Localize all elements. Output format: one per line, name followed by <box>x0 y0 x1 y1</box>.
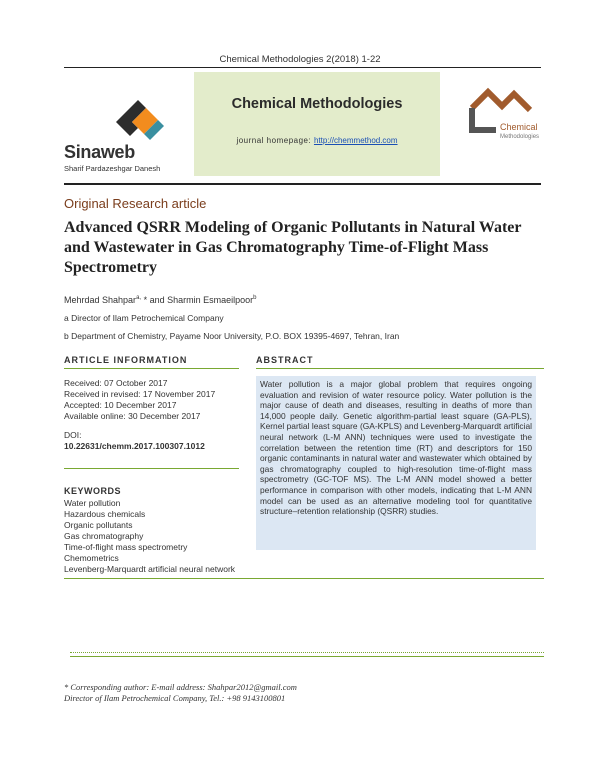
article-type: Original Research article <box>64 196 207 211</box>
revised-date: Received in revised: 17 November 2017 <box>64 389 216 399</box>
doi-value[interactable]: 10.22631/chemm.2017.100307.1012 <box>64 441 205 451</box>
keywords-heading: KEYWORDS <box>64 486 122 496</box>
article-info-rule <box>64 368 239 369</box>
sinaweb-logo-mark <box>108 92 170 144</box>
header-rule-bottom <box>64 183 541 185</box>
article-info <box>64 378 239 452</box>
affiliation-b: b Department of Chemistry, Payame Noor University, P.O. BOX 19395-4697, Tehran, Iran <box>64 331 400 341</box>
keyword-item: Chemometrics <box>64 553 119 563</box>
journal-banner <box>194 72 440 176</box>
abstract-box <box>256 376 536 550</box>
running-header: Chemical Methodologies 2(2018) 1-22 <box>219 54 381 65</box>
abstract-heading: ABSTRACT <box>256 355 314 365</box>
content-end-rule <box>64 578 544 579</box>
publisher-subtitle: Sharif Pardazeshgar Danesh <box>64 164 161 173</box>
authors <box>64 295 256 305</box>
keyword-item: Hazardous chemicals <box>64 509 146 519</box>
header-rule-top <box>64 67 541 68</box>
article-info-heading: ARTICLE INFORMATION <box>64 355 188 365</box>
journal-homepage <box>194 136 440 145</box>
author-1-affil: a, <box>136 295 142 301</box>
author-2: * and Sharmin Esmaeilpoor <box>141 295 254 305</box>
keyword-item: Organic pollutants <box>64 520 133 530</box>
footnote-separator <box>70 652 544 653</box>
article-title: Advanced QSRR Modeling of Organic Pollutants in Natural Water and Wastewater in Gas Chromatography Time-of-Flight Mass Spectrometry <box>64 219 522 276</box>
publisher-name: Sinaweb <box>64 142 135 162</box>
footnote-line-2: Director of Ilam Petrochemical Company, Tel.: +98 9143100801 <box>64 693 286 703</box>
keyword-item: Time-of-flight mass spectrometry <box>64 542 188 552</box>
abstract-text: Water pollution is a major global problem that requires ongoing evaluation and revision of water resource policy. Water pollution is the major cause of death and diseases, resulting in deaths of more than 14,000 people daily. Genetic algorithm-partial least square (GA-PLS), Kernel partial least square (GA-KPLS) and Levenberg-Marquardt artificial neural network (L-M ANN) techniques were used to investigate the correlation between the retention time (RT) and descriptors for 150 organic contaminants in natural water and wastewater which obtained by gas chromatography coupled to high-resolution time-of-flight mass spectrometry (GC-TOF MS). The L-M ANN model showed a better performance in comparison with other models, indicating that L-M ANN model can be used as an alternative modeling tool for quantitative structure–retention relationship (QSRR) studies. <box>260 379 532 517</box>
author-1: Mehrdad Shahpar <box>64 295 137 305</box>
corresponding-footnote <box>64 682 297 704</box>
online-date: Available online: 30 December 2017 <box>64 411 201 421</box>
homepage-label: journal homepage: <box>236 136 312 145</box>
received-date: Received: 07 October 2017 <box>64 378 168 388</box>
author-2-affil: b <box>253 295 257 301</box>
publisher-block <box>64 142 160 173</box>
keyword-item: Water pollution <box>64 498 121 508</box>
keyword-item: Levenberg-Marquardt artificial neural network <box>64 564 236 574</box>
keywords <box>64 486 244 575</box>
info-keywords-rule <box>64 468 239 469</box>
keyword-item: Gas chromatography <box>64 531 144 541</box>
footnote-separator-solid <box>70 656 544 657</box>
footnote-line-1: * Corresponding author: E-mail address: Shahpar2012@gmail.com <box>64 682 297 692</box>
journal-logo-text <box>500 122 560 142</box>
journal-logo-line2: Methodologies <box>500 134 540 140</box>
affiliation-a: a Director of Ilam Petrochemical Company <box>64 313 224 323</box>
homepage-link[interactable]: http://chemmethod.com <box>313 136 398 145</box>
journal-name: Chemical Methodologies <box>231 96 403 112</box>
journal-logo-line1: Chemical <box>500 122 538 132</box>
abstract-rule <box>256 368 544 369</box>
accepted-date: Accepted: 10 December 2017 <box>64 400 177 410</box>
doi-label: DOI: <box>64 430 82 440</box>
